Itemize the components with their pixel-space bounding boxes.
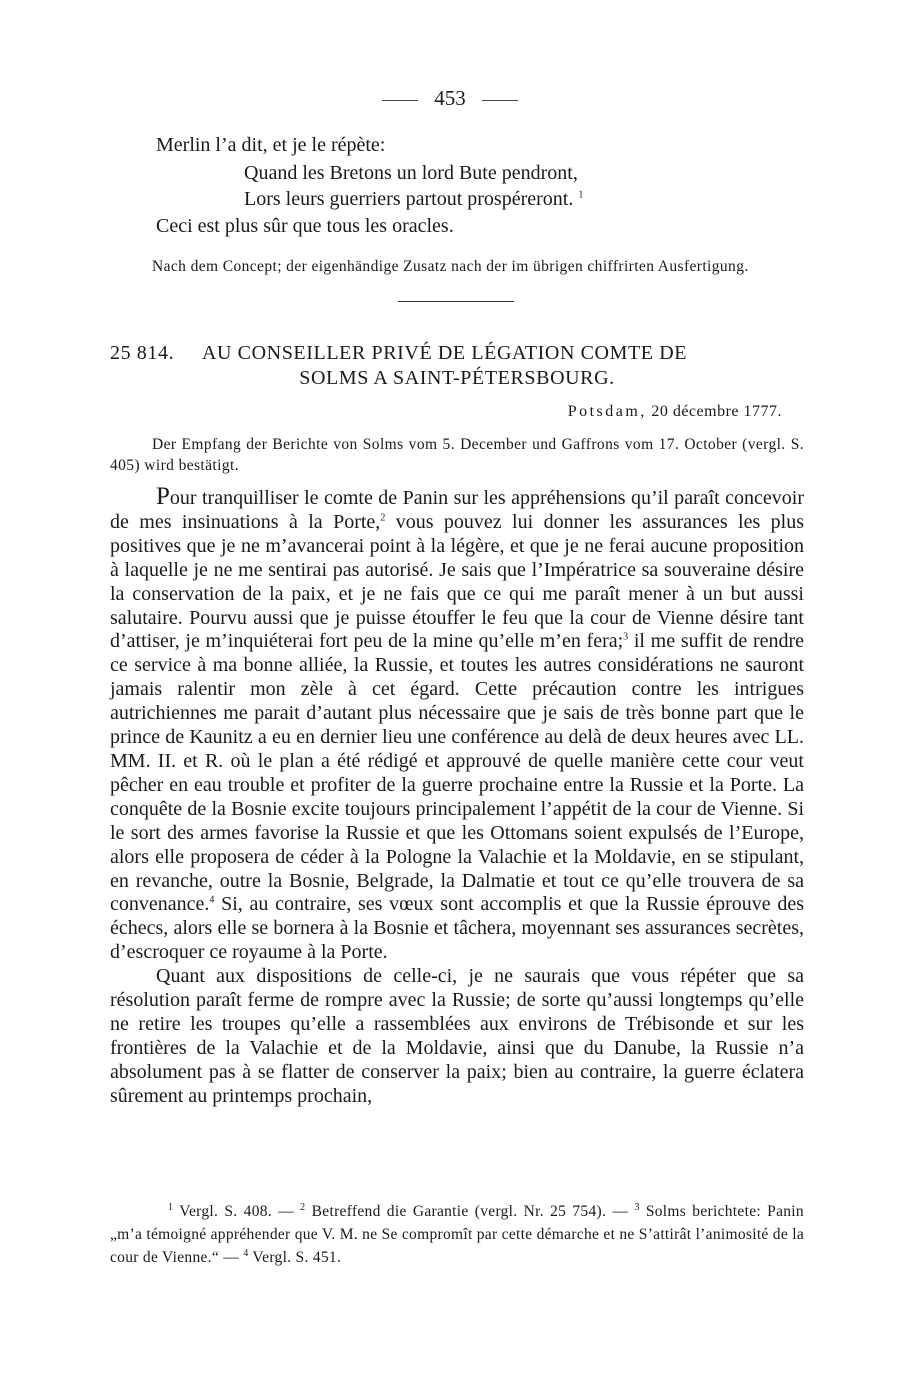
section-divider (398, 301, 514, 302)
paragraph-1: Pour tranquilliser le comte de Panin sur les appréhensions qu’il paraît concevoir de mes insinuations à la Porte,$^2$ vous pouvez lui donner les assurances les plus positives que je ne m’avancerai point à la légère, et que je ne ferai aucune proposition à laquelle je ne me sentirai pas autorisé. Je sais que l’Impératrice sa souveraine désire la conservation de la paix, et je ne fais que ce qui me paraît mener à un but aussi salutaire. Pourvu aussi que je puisse étouffer le feu que la cour de Vienne désire tant d’attiser, je m’inquiéterai fort peu de la mine qu’elle m’en fera;$^3$ il me suffit de rendre ce service à ma bonne alliée, la Russie, et toutes les autres considérations ne sauront jamais ralentir mon zèle à cet égard. Cette précaution contre les intrigues autrichiennes me parait d’autant plus nécessaire que je sais de très bonne part que le prince de Kaunitz a eu en dernier lieu une conférence au delà de deux heures avec LL. MM. II. et R. où le plan a été rédigé et approuvé de quelle manière cette cour veut pêcher en eau trouble et profiter de la guerre prochaine entre la Russie et la Porte. La conquête de la Bosnie excite toujours principalement l’appétit de la cour de Vienne. Si le sort des armes favorise la Russie et que les Ottomans soient expulsés de l’Europe, alors elle proposera de céder à la Pologne la Valachie et la Moldavie, en se stipulant, en revanche, outre la Bosnie, Belgrade, la Dalmatie et tout ce qu’elle trouvera de sa convenance.$^4$ Si, au contraire, ses vœux sont accomplis et que la Russie éprouve des échecs, alors elle se bornera à la Bosnie et tâchera, moyennant ses assurances secrètes, d’escroquer ce royaume à la Porte. (110, 483, 805, 964)
header-rule-left (382, 100, 418, 101)
footnotes (110, 1200, 804, 1269)
footnote-2-marker: 2 (300, 1201, 306, 1213)
footnote-3-marker: 3 (634, 1201, 640, 1213)
letter-number: 25 814. (110, 342, 175, 364)
verse-line-4: Ceci est plus sûr que tous les oracles. (156, 215, 454, 237)
footnote-ref-4: 4 (209, 894, 215, 906)
page-header (0, 86, 900, 111)
footnote-4-marker: 4 (243, 1247, 249, 1259)
letter-summary: Der Empfang der Berichte von Solms vom 5. December und Gaffrons vom 17. October (vergl. S. 405) wird bestätigt. (110, 436, 804, 474)
footnote-ref-1: 1 (578, 189, 584, 201)
verse-line-3: Lors leurs guerriers partout prospéreront. $^1$ (244, 188, 584, 210)
footnote-ref-2: 2 (380, 512, 386, 524)
header-rule-right (482, 100, 518, 101)
letter-body (110, 485, 804, 1109)
dateline-place: Potsdam, (567, 403, 647, 420)
paragraph-2: Quant aux dispositions de celle-ci, je ne saurais que vous répéter que sa résolution paraît ferme de rompre avec la Russie; de sorte qu’aussi longtemps qu’elle ne retire les troupes qu’elle a rassemblées aux environs de Trébisonde et sur les frontières de la Valachie et de la Moldavie, ainsi que du Danube, la Russie n’a absolument pas à se flatter de conserver la paix; bien au contraire, la guerre éclatera sûrement au printemps prochain, (110, 965, 804, 1107)
footnote-2-text: Betreffend die Garantie (vergl. Nr. 25 754). — (311, 1203, 629, 1220)
dateline-date: 20 décembre 1777. (651, 403, 782, 420)
footnote-3-text: Solms berichtete: Panin „m’a témoigné appréhender que V. M. ne Se compromît par cette démarche et ne S’attirât l’animosité de la cour de Vienne.“ — (110, 1203, 804, 1266)
dateline (568, 403, 782, 421)
footnote-ref-3: 3 (623, 631, 629, 643)
letter-title-line-1: AU CONSEILLER PRIVÉ DE LÉGATION COMTE DE (202, 342, 688, 364)
footnote-1-text: Vergl. S. 408. — (179, 1203, 294, 1220)
initial-letter: P (156, 483, 170, 510)
verse-line-2: Quand les Bretons un lord Bute pendront, (244, 162, 578, 184)
page-number: 453 (434, 86, 466, 110)
footnote-4-text: Vergl. S. 451. (252, 1249, 342, 1266)
letter-title-line-2: SOLMS A SAINT-PÉTERSBOURG. (299, 367, 615, 389)
verse-line-1: Merlin l’a dit, et je le répète: (156, 134, 386, 156)
footnote-1-marker: 1 (168, 1201, 174, 1213)
source-note: Nach dem Concept; der eigenhändige Zusatz nach der im übrigen chiffrirten Ausfertigung. (152, 258, 749, 275)
